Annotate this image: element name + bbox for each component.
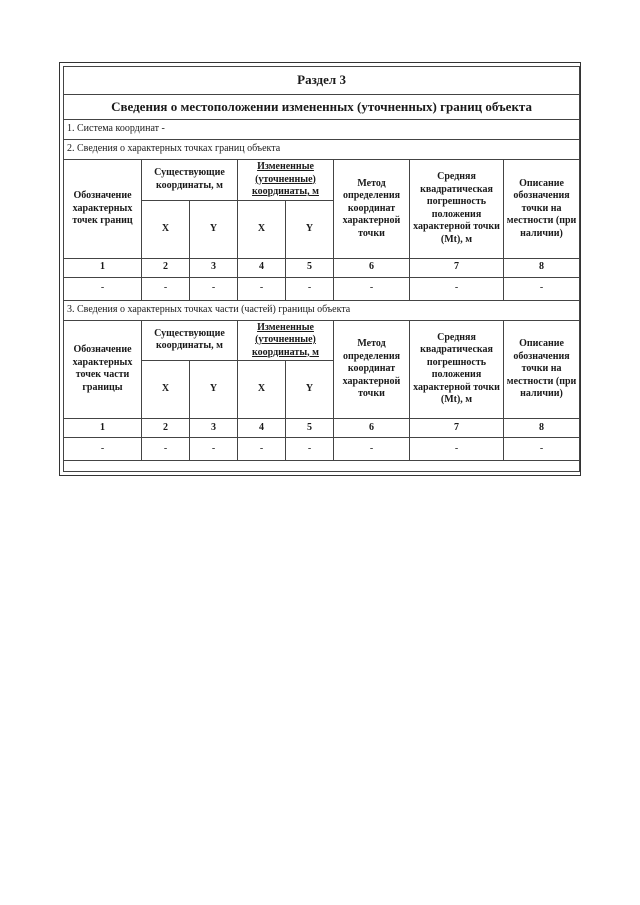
t2-data-cell: -	[64, 438, 142, 461]
t2-data-cell: -	[286, 438, 334, 461]
t1-num-cell: 4	[238, 258, 286, 277]
coord-system-line: 1. Система координат -	[64, 120, 580, 140]
t2-number-row	[64, 419, 580, 438]
t2-num-cell: 5	[286, 419, 334, 438]
t1-data-row	[64, 277, 580, 300]
t2-data-cell: -	[142, 438, 190, 461]
t2-col-description: Описание обозначения точки на местности (при наличии)	[504, 320, 580, 419]
t2-data-cell: -	[504, 438, 580, 461]
t1-col-method: Метод определения координат характерной точки	[334, 160, 410, 259]
t2-col-designation: Обозначение характерных точек части границы	[64, 320, 142, 419]
t1-existing-x: X	[142, 200, 190, 258]
t1-data-cell: -	[64, 277, 142, 300]
t1-num-cell: 1	[64, 258, 142, 277]
t1-num-cell: 8	[504, 258, 580, 277]
section-table	[63, 66, 580, 472]
t2-data-cell: -	[410, 438, 504, 461]
t1-number-row	[64, 258, 580, 277]
t2-col-error: Средняя квадратическая погрешность положения характерной точки (Mt), м	[410, 320, 504, 419]
t1-num-cell: 5	[286, 258, 334, 277]
t1-col-existing: Существующие координаты, м	[142, 160, 238, 201]
t2-num-cell: 2	[142, 419, 190, 438]
t1-col-description: Описание обозначения точки на местности (при наличии)	[504, 160, 580, 259]
t2-data-row	[64, 438, 580, 461]
t1-existing-y: Y	[190, 200, 238, 258]
t2-existing-x: X	[142, 361, 190, 419]
t1-data-cell: -	[142, 277, 190, 300]
t1-changed-x: X	[238, 200, 286, 258]
t2-num-cell: 4	[238, 419, 286, 438]
t1-data-cell: -	[190, 277, 238, 300]
section-title: Раздел 3	[64, 67, 580, 95]
t2-changed-x: X	[238, 361, 286, 419]
t1-col-designation: Обозначение характерных точек границ	[64, 160, 142, 259]
t2-num-cell: 6	[334, 419, 410, 438]
section-subtitle: Сведения о местоположении измененных (уточненных) границ объекта	[64, 95, 580, 120]
t2-num-cell: 3	[190, 419, 238, 438]
part3-title: 3. Сведения о характерных точках части (частей) границы объекта	[64, 300, 580, 320]
t1-col-error: Средняя квадратическая погрешность положения характерной точки (Mt), м	[410, 160, 504, 259]
t2-num-cell: 8	[504, 419, 580, 438]
part2-title: 2. Сведения о характерных точках границ объекта	[64, 140, 580, 160]
t2-data-cell: -	[334, 438, 410, 461]
t2-col-changed: Измененные (уточненные) координаты, м	[238, 320, 334, 361]
section-frame	[59, 62, 581, 476]
t2-num-cell: 1	[64, 419, 142, 438]
t1-num-cell: 3	[190, 258, 238, 277]
spacer-cell	[64, 461, 580, 472]
t1-data-cell: -	[238, 277, 286, 300]
t2-col-method: Метод определения координат характерной точки	[334, 320, 410, 419]
t1-data-cell: -	[286, 277, 334, 300]
t2-existing-y: Y	[190, 361, 238, 419]
table-bottom-spacer	[64, 461, 580, 472]
t1-num-cell: 7	[410, 258, 504, 277]
t2-data-cell: -	[190, 438, 238, 461]
t1-changed-y: Y	[286, 200, 334, 258]
t1-col-changed: Измененные (уточненные) координаты, м	[238, 160, 334, 201]
t2-changed-y: Y	[286, 361, 334, 419]
t2-col-existing: Существующие координаты, м	[142, 320, 238, 361]
t1-num-cell: 2	[142, 258, 190, 277]
t1-data-cell: -	[504, 277, 580, 300]
t2-num-cell: 7	[410, 419, 504, 438]
t1-num-cell: 6	[334, 258, 410, 277]
t1-data-cell: -	[334, 277, 410, 300]
t2-data-cell: -	[238, 438, 286, 461]
t1-data-cell: -	[410, 277, 504, 300]
